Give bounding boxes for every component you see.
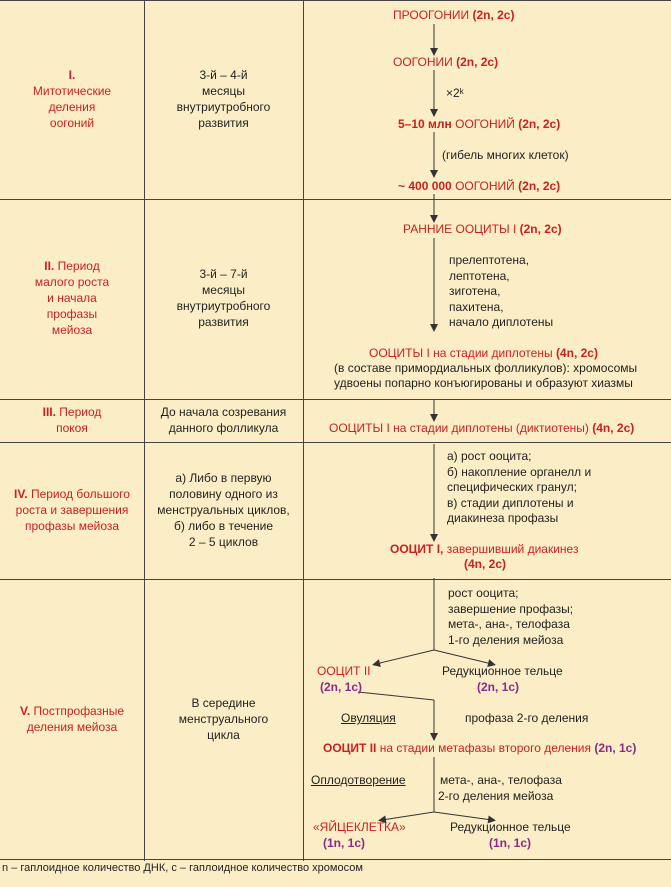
time-line: В середине: [191, 696, 256, 710]
period-number: IV.: [14, 486, 28, 501]
period-name-line: деления мейоза: [26, 720, 118, 734]
time-line: 2 – 5 циклов: [188, 534, 259, 549]
follicle-note: удвоены попарно конъюгированы и образуют хиазмы: [334, 376, 633, 390]
fertilization-label: Оплодотворение: [311, 773, 406, 787]
meiosis1-events-list: [448, 586, 573, 648]
time-line: цикла: [207, 728, 240, 742]
diplotene-oocytes-label: ООЦИТЫ I на стадии диплотены (4n, 2c): [369, 346, 598, 360]
polar-body-2-formula: (1n, 1c): [489, 836, 532, 850]
period-name-line: Период: [57, 259, 100, 273]
growth-events-list: [447, 449, 591, 527]
period-number: I.: [68, 68, 76, 82]
list-item: прелептотена,: [449, 253, 530, 267]
arrow: [358, 692, 434, 700]
time-line: половину одного из: [169, 486, 278, 501]
arrow: [434, 650, 492, 664]
polar-body-1-label: Редукционное тельце: [442, 664, 563, 678]
proogonia-label: ПРООГОНИИ (2n, 2c): [393, 8, 515, 22]
meiosis2-line: мета-, ана-, телофаза: [440, 773, 562, 787]
time-line: менструальных циклов,: [157, 502, 290, 517]
time-line: 3-й – 4-й: [199, 68, 248, 82]
polar-body-2-label: Редукционное тельце: [450, 820, 571, 834]
follicle-note: (в составе примордиальных фолликулов): хромосомы: [334, 361, 638, 375]
period-number: II.: [44, 259, 55, 273]
prophase2-label: профаза 2-го деления: [465, 711, 589, 725]
period-name-line: роста и завершения: [15, 502, 129, 517]
time-line: внутриутробного: [176, 100, 271, 114]
period-name-line: мейоза: [51, 323, 93, 337]
polar-body-1-formula: (2n, 1c): [477, 680, 520, 694]
time-line: а) Либо в первую: [175, 470, 272, 485]
oogonia-remaining-label: ~ 400 000 ООГОНИЙ (2n, 2c): [398, 179, 561, 193]
egg-cell-formula: (1n, 1c): [323, 836, 366, 850]
meiosis2-line: 2-го деления мейоза: [438, 789, 554, 803]
period-name-line: профазы мейоза: [24, 518, 120, 533]
period-number: V.: [19, 704, 31, 718]
oogonia-label: ООГОНИИ (2n, 2c): [393, 55, 499, 69]
time-line: До начала созревания: [160, 404, 287, 419]
time-line: развития: [198, 315, 249, 329]
arrow: [376, 650, 434, 664]
arrow: [382, 812, 434, 820]
list-item: мета-, ана-, телофаза: [448, 617, 570, 631]
time-line: б) либо в течение: [173, 518, 274, 533]
list-item: пахитена,: [449, 299, 504, 314]
oocyte2-formula: (2n, 1c): [320, 680, 363, 694]
list-item: лептотена,: [449, 268, 510, 283]
period-name-line: малого роста: [34, 275, 110, 289]
time-line: развития: [198, 116, 249, 130]
footnote: n – гаплоидное количество ДНК, c – гаплоидное количество хромосом: [2, 862, 363, 874]
period-number: III.: [42, 404, 56, 419]
list-item: б) накопление органелл и: [447, 464, 592, 479]
period-name-line: Постпрофазные: [33, 704, 125, 718]
early-oocytes-label: РАННИЕ ООЦИТЫ I (2n, 2c): [403, 222, 562, 236]
diakinesis-oocyte-label: ООЦИТ I, завершивший диакинез: [390, 542, 579, 556]
time-line: менструального: [178, 712, 269, 726]
period-name-line: Период: [59, 404, 102, 419]
oocyte2-label: ООЦИТ II: [317, 664, 371, 678]
list-item: завершение профазы;: [448, 601, 574, 616]
period-name-line: Митотические: [32, 84, 112, 98]
diakinesis-oocyte-formula: (4n, 2c): [464, 557, 507, 571]
time-line: внутриутробного: [176, 299, 271, 313]
period-name-line: оогоний: [49, 116, 95, 130]
period-name-line: Период большого: [30, 486, 130, 501]
cell-death-note: (гибель многих клеток): [442, 148, 569, 162]
time-line: данного фолликула: [168, 420, 279, 435]
list-item: диакинеза профазы: [447, 511, 559, 525]
list-item: начало диплотены: [449, 315, 554, 329]
dictyotene-oocytes-label: ООЦИТЫ I на стадии диплотены (диктиотены) (4n, 2c): [329, 421, 635, 435]
list-item: специфических гранул;: [447, 480, 577, 494]
arrow: [434, 812, 492, 820]
period-name-line: профазы: [46, 307, 98, 321]
time-line: месяцы: [202, 84, 245, 98]
multiplier-label: ×2ᵏ: [446, 86, 464, 100]
list-item: а) рост ооцита;: [447, 449, 532, 463]
time-line: месяцы: [202, 283, 245, 297]
list-item: 1-го деления мейоза: [448, 632, 564, 647]
period-name-line: деления: [48, 100, 96, 114]
list-item: в) стадии диплотены и: [447, 495, 574, 510]
period-name-line: покоя: [56, 420, 88, 435]
prophase-stages-list: [449, 253, 553, 331]
metaphase2-oocyte-label: ООЦИТ II на стадии метафазы второго деления (2n, 1c): [323, 741, 637, 755]
egg-cell-label: «ЯЙЦЕКЛЕТКА»: [313, 820, 406, 834]
ovulation-label: Овуляция: [341, 711, 396, 725]
list-item: рост ооцита;: [448, 586, 519, 600]
list-item: зиготена,: [449, 284, 501, 298]
time-line: 3-й – 7-й: [199, 267, 248, 281]
oogonia-count-label: 5–10 млн ООГОНИЙ (2n, 2c): [398, 117, 561, 131]
period-name-line: и начала: [47, 291, 97, 305]
